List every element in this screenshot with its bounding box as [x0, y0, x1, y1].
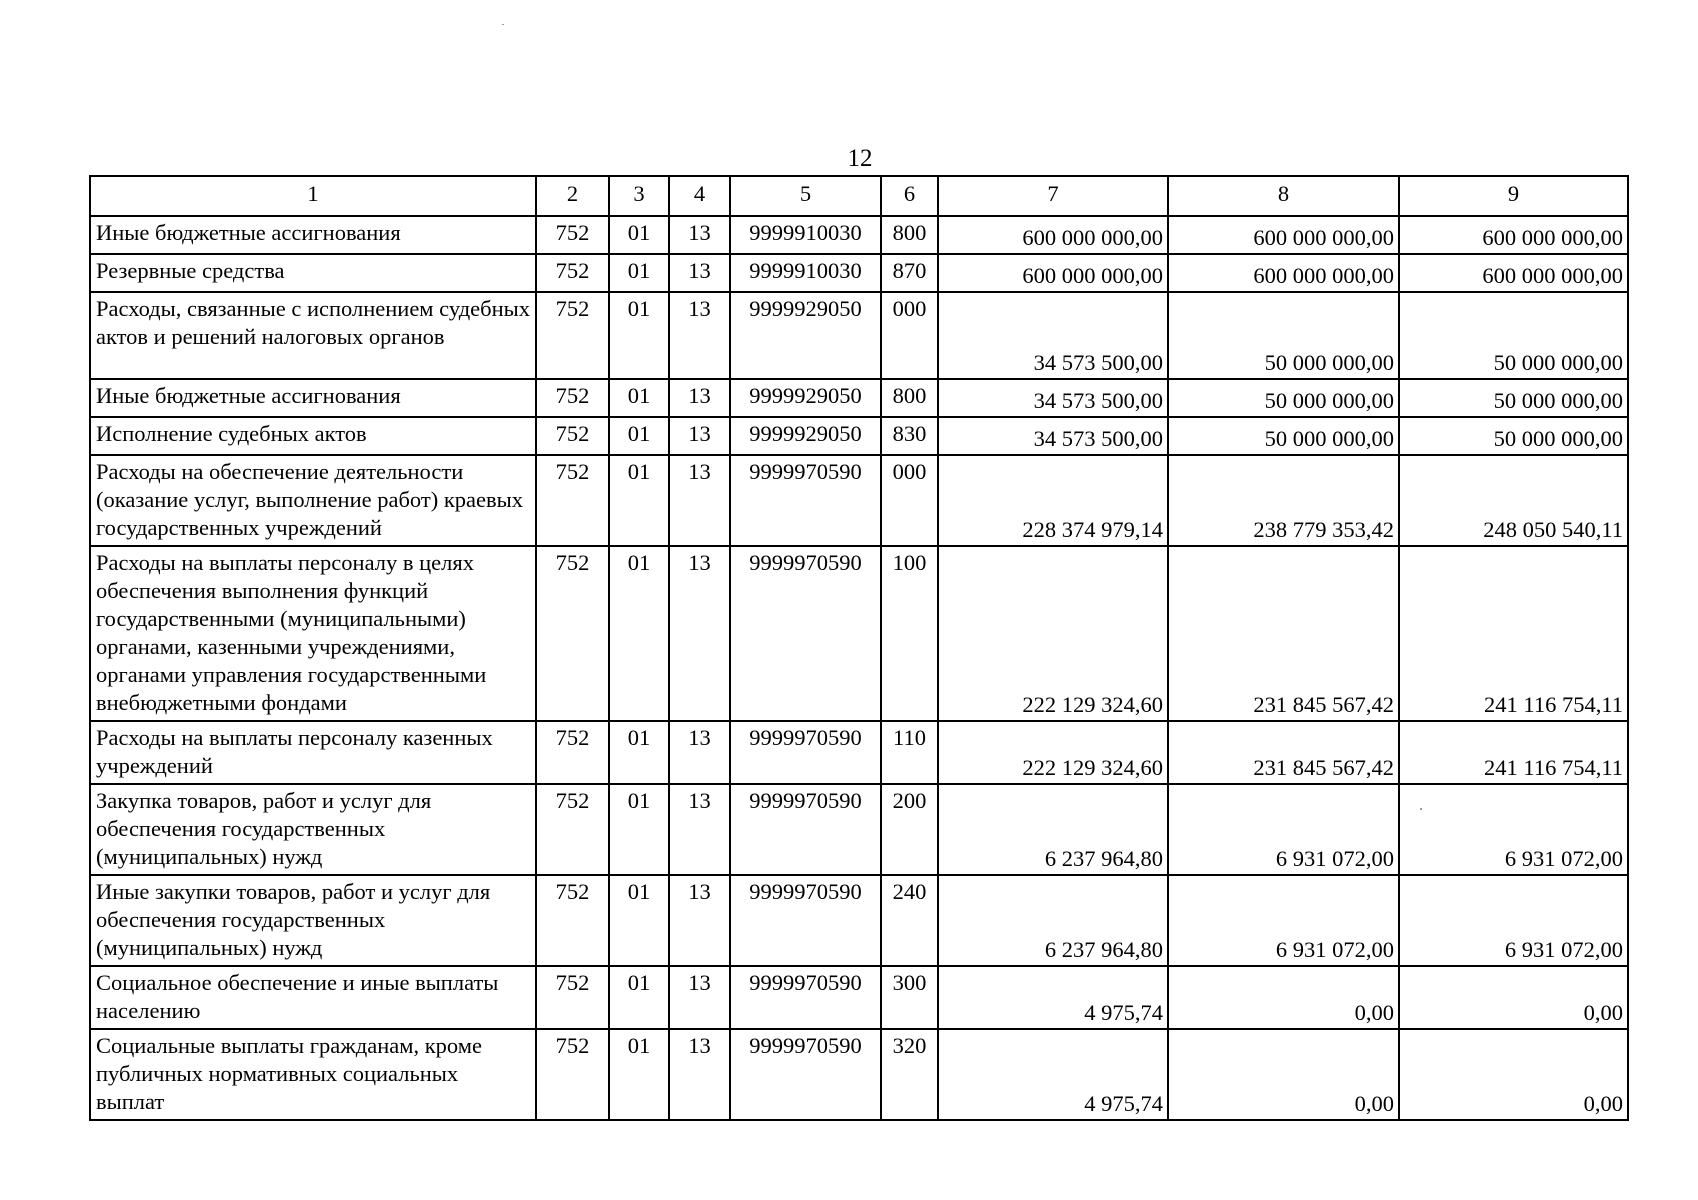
admin-code: 752: [536, 784, 609, 875]
row-name: Иные закупки товаров, работ и услуг для обеспечения государственных (муниципальных) нужд: [90, 875, 536, 966]
subsection-code: 13: [669, 721, 730, 784]
section-code: 01: [609, 455, 669, 546]
amount-col-9: 600 000 000,00: [1399, 254, 1628, 292]
amount-col-9: 248 050 540,11: [1399, 455, 1628, 546]
header-row: [90, 176, 1628, 216]
subsection-code: 13: [669, 216, 730, 254]
target-article-code: 9999970590: [730, 966, 881, 1029]
table-row: [90, 455, 1628, 546]
scan-speck: [502, 24, 504, 25]
amount-col-7: 6 237 964,80: [938, 784, 1168, 875]
amount-col-9: 6 931 072,00: [1399, 784, 1628, 875]
table-row: [90, 1029, 1628, 1120]
amount-col-9: 50 000 000,00: [1399, 417, 1628, 455]
subsection-code: 13: [669, 875, 730, 966]
admin-code: 752: [536, 721, 609, 784]
amount-col-8: 6 931 072,00: [1168, 784, 1399, 875]
page-number: 12: [847, 145, 873, 172]
row-name: Социальное обеспечение и иные выплаты населению: [90, 966, 536, 1029]
expense-type-code: 800: [881, 379, 938, 417]
column-header-2: 2: [536, 176, 609, 216]
admin-code: 752: [536, 254, 609, 292]
table-row: [90, 292, 1628, 379]
target-article-code: 9999970590: [730, 1029, 881, 1120]
amount-col-7: 4 975,74: [938, 1029, 1168, 1120]
target-article-code: 9999929050: [730, 292, 881, 379]
section-code: 01: [609, 1029, 669, 1120]
target-article-code: 9999970590: [730, 455, 881, 546]
expense-type-code: 800: [881, 216, 938, 254]
row-name: Расходы на выплаты персоналу казенных учреждений: [90, 721, 536, 784]
amount-col-9: 50 000 000,00: [1399, 292, 1628, 379]
subsection-code: 13: [669, 1029, 730, 1120]
section-code: 01: [609, 784, 669, 875]
column-header-5: 5: [730, 176, 881, 216]
admin-code: 752: [536, 875, 609, 966]
amount-col-8: 50 000 000,00: [1168, 292, 1399, 379]
amount-col-9: 50 000 000,00: [1399, 379, 1628, 417]
section-code: 01: [609, 292, 669, 379]
section-code: 01: [609, 254, 669, 292]
amount-col-8: 238 779 353,42: [1168, 455, 1399, 546]
amount-col-8: 50 000 000,00: [1168, 417, 1399, 455]
table-row: [90, 417, 1628, 455]
expense-type-code: 300: [881, 966, 938, 1029]
target-article-code: 9999970590: [730, 721, 881, 784]
admin-code: 752: [536, 216, 609, 254]
column-header-8: 8: [1168, 176, 1399, 216]
target-article-code: 9999929050: [730, 379, 881, 417]
amount-col-7: 222 129 324,60: [938, 546, 1168, 721]
amount-col-7: 222 129 324,60: [938, 721, 1168, 784]
target-article-code: 9999910030: [730, 254, 881, 292]
admin-code: 752: [536, 546, 609, 721]
amount-col-8: 231 845 567,42: [1168, 546, 1399, 721]
column-header-4: 4: [669, 176, 730, 216]
amount-col-8: 50 000 000,00: [1168, 379, 1399, 417]
row-name: Расходы, связанные с исполнением судебных актов и решений налоговых органов: [90, 292, 536, 379]
amount-col-9: 600 000 000,00: [1399, 216, 1628, 254]
expense-type-code: 000: [881, 292, 938, 379]
subsection-code: 13: [669, 966, 730, 1029]
amount-col-8: 600 000 000,00: [1168, 254, 1399, 292]
column-header-7: 7: [938, 176, 1168, 216]
target-article-code: 9999929050: [730, 417, 881, 455]
section-code: 01: [609, 721, 669, 784]
section-code: 01: [609, 417, 669, 455]
budget-table: [89, 175, 1629, 1121]
table-row: [90, 216, 1628, 254]
amount-col-9: 0,00: [1399, 966, 1628, 1029]
amount-col-8: 0,00: [1168, 966, 1399, 1029]
expense-type-code: 000: [881, 455, 938, 546]
admin-code: 752: [536, 417, 609, 455]
subsection-code: 13: [669, 784, 730, 875]
section-code: 01: [609, 966, 669, 1029]
amount-col-7: 6 237 964,80: [938, 875, 1168, 966]
table-row: [90, 546, 1628, 721]
target-article-code: 9999910030: [730, 216, 881, 254]
expense-type-code: 110: [881, 721, 938, 784]
amount-col-9: 241 116 754,11: [1399, 721, 1628, 784]
section-code: 01: [609, 875, 669, 966]
subsection-code: 13: [669, 417, 730, 455]
subsection-code: 13: [669, 379, 730, 417]
amount-col-7: 228 374 979,14: [938, 455, 1168, 546]
row-name: Закупка товаров, работ и услуг для обеспечения государственных (муниципальных) нужд: [90, 784, 536, 875]
amount-col-9: 241 116 754,11: [1399, 546, 1628, 721]
column-header-1: 1: [90, 176, 536, 216]
expense-type-code: 870: [881, 254, 938, 292]
expense-type-code: 100: [881, 546, 938, 721]
section-code: 01: [609, 379, 669, 417]
admin-code: 752: [536, 379, 609, 417]
column-header-6: 6: [881, 176, 938, 216]
scan-speck: [1420, 808, 1422, 810]
budget-table-container: [89, 175, 1629, 1121]
amount-col-7: 600 000 000,00: [938, 216, 1168, 254]
target-article-code: 9999970590: [730, 875, 881, 966]
row-name: Расходы на выплаты персоналу в целях обеспечения выполнения функций государственными (муниципальными) органами, казенными учреждениями, органами управления государственными внебюджетными фондами: [90, 546, 536, 721]
amount-col-8: 0,00: [1168, 1029, 1399, 1120]
amount-col-8: 600 000 000,00: [1168, 216, 1399, 254]
subsection-code: 13: [669, 455, 730, 546]
table-row: [90, 875, 1628, 966]
row-name: Исполнение судебных актов: [90, 417, 536, 455]
row-name: Социальные выплаты гражданам, кроме публичных нормативных социальных выплат: [90, 1029, 536, 1120]
row-name: Расходы на обеспечение деятельности (оказание услуг, выполнение работ) краевых государственных учреждений: [90, 455, 536, 546]
admin-code: 752: [536, 455, 609, 546]
amount-col-8: 231 845 567,42: [1168, 721, 1399, 784]
section-code: 01: [609, 546, 669, 721]
amount-col-8: 6 931 072,00: [1168, 875, 1399, 966]
amount-col-9: 6 931 072,00: [1399, 875, 1628, 966]
column-header-9: 9: [1399, 176, 1628, 216]
amount-col-7: 34 573 500,00: [938, 292, 1168, 379]
expense-type-code: 320: [881, 1029, 938, 1120]
amount-col-7: 34 573 500,00: [938, 417, 1168, 455]
column-header-3: 3: [609, 176, 669, 216]
amount-col-9: 0,00: [1399, 1029, 1628, 1120]
amount-col-7: 34 573 500,00: [938, 379, 1168, 417]
expense-type-code: 200: [881, 784, 938, 875]
table-row: [90, 966, 1628, 1029]
table-row: [90, 721, 1628, 784]
admin-code: 752: [536, 292, 609, 379]
row-name: Иные бюджетные ассигнования: [90, 379, 536, 417]
section-code: 01: [609, 216, 669, 254]
expense-type-code: 240: [881, 875, 938, 966]
row-name: Иные бюджетные ассигнования: [90, 216, 536, 254]
amount-col-7: 4 975,74: [938, 966, 1168, 1029]
subsection-code: 13: [669, 292, 730, 379]
row-name: Резервные средства: [90, 254, 536, 292]
target-article-code: 9999970590: [730, 784, 881, 875]
table-row: [90, 254, 1628, 292]
subsection-code: 13: [669, 546, 730, 721]
table-header: [90, 176, 1628, 216]
admin-code: 752: [536, 1029, 609, 1120]
amount-col-7: 600 000 000,00: [938, 254, 1168, 292]
target-article-code: 9999970590: [730, 546, 881, 721]
table-body: [90, 216, 1628, 1120]
table-row: [90, 379, 1628, 417]
admin-code: 752: [536, 966, 609, 1029]
expense-type-code: 830: [881, 417, 938, 455]
subsection-code: 13: [669, 254, 730, 292]
table-row: [90, 784, 1628, 875]
